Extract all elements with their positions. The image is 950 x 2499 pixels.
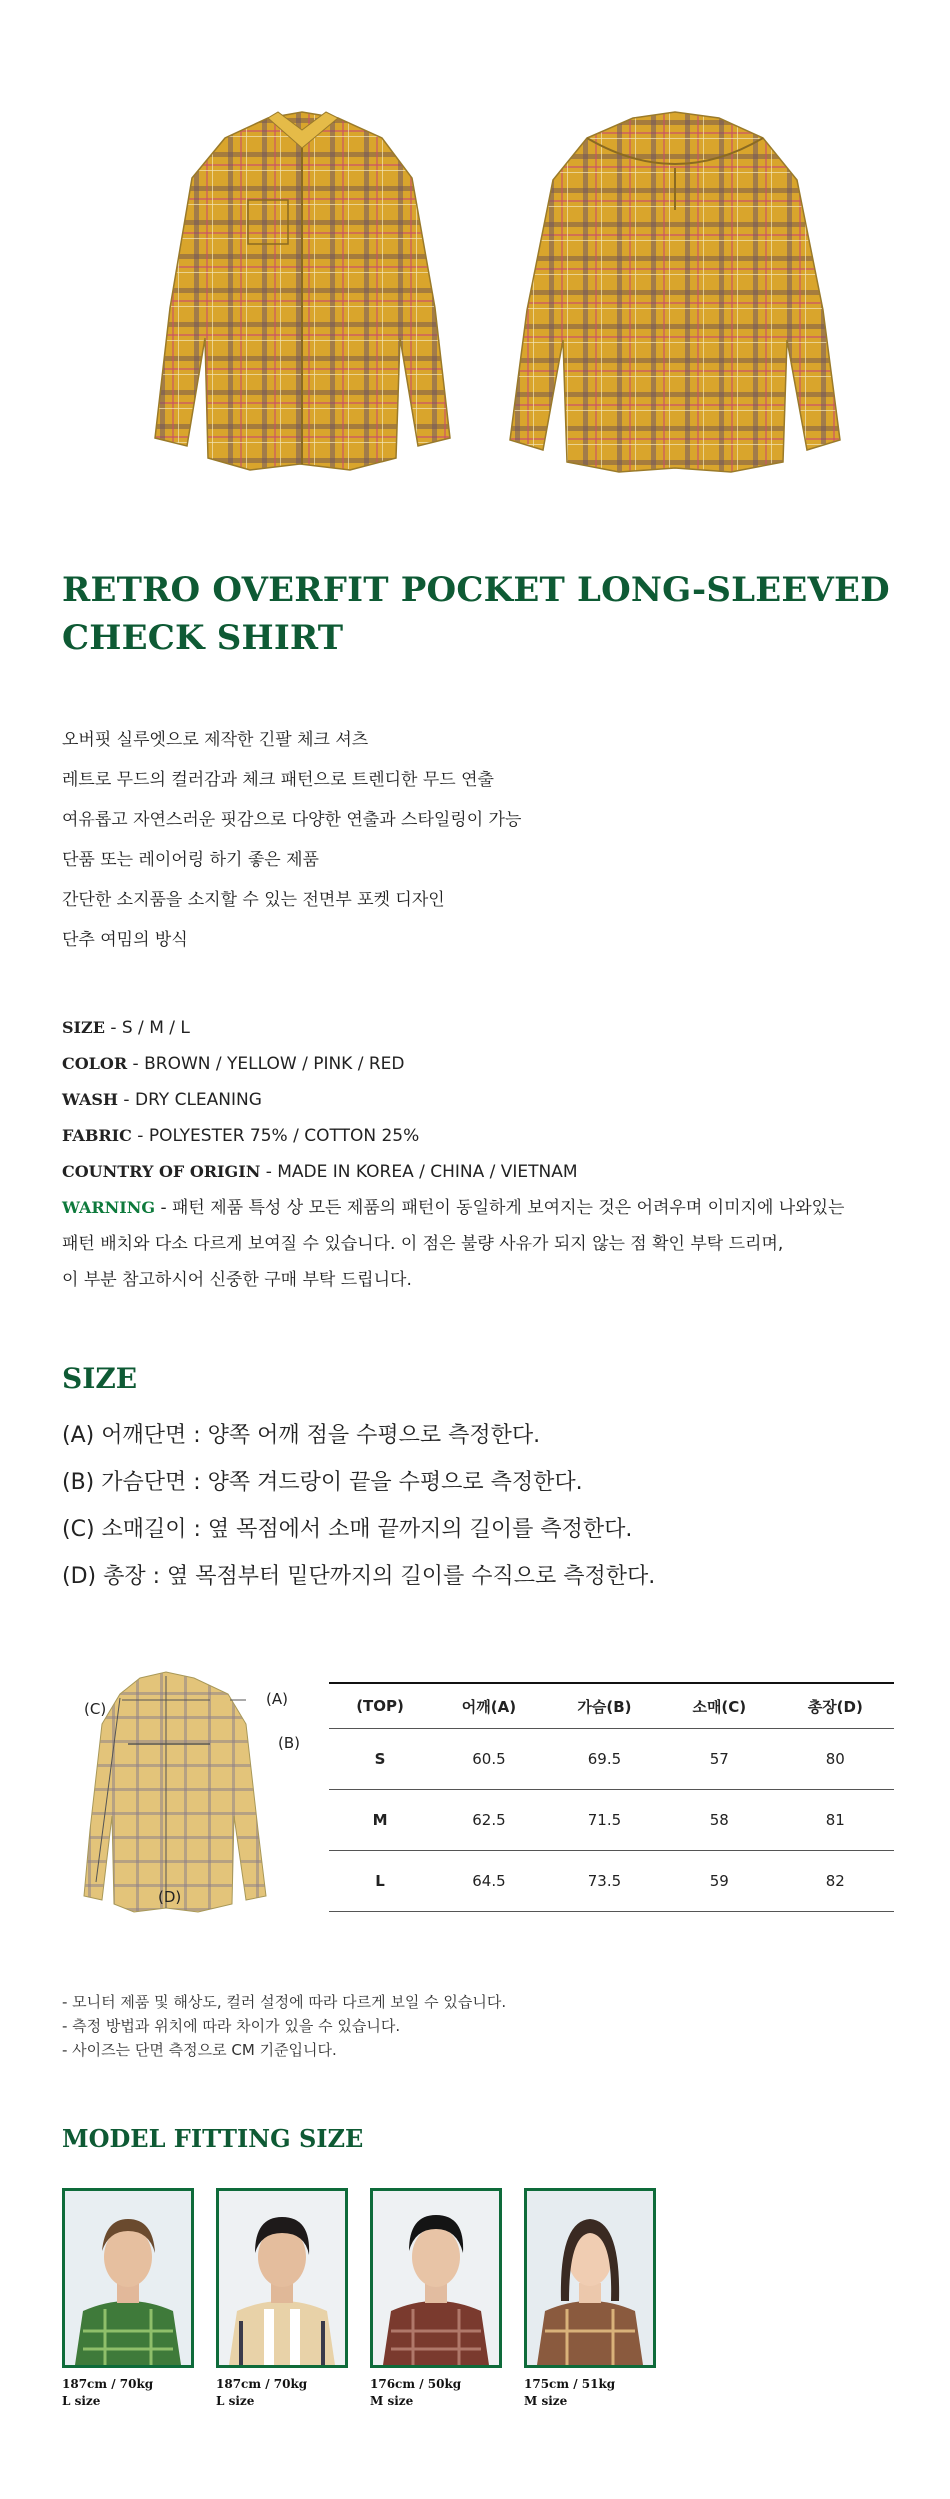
model-height-weight: 176cm / 50kg [370, 2377, 462, 2391]
diagram-label-d: (D) [158, 1888, 182, 1906]
description-line: 간단한 소지품을 소지할 수 있는 전면부 포켓 디자인 [62, 890, 445, 910]
description-line: 단추 여밈의 방식 [62, 930, 188, 950]
measure-line-c: (C) 소매길이 : 옆 목점에서 소매 끝까지의 길이를 측정한다. [62, 1517, 633, 1542]
size-diagram [80, 1660, 310, 1920]
model-height-weight: 187cm / 70kg [216, 2377, 308, 2391]
model-size: L size [62, 2394, 101, 2408]
model-card [524, 2188, 654, 2410]
table-row: S 60.5 69.5 57 80 [329, 1729, 894, 1790]
warning-line-3: 이 부분 참고하시어 신중한 구매 부탁 드립니다. [62, 1270, 412, 1290]
note-line: - 사이즈는 단면 측정으로 CM 기준입니다. [62, 2041, 337, 2059]
shirt-back-image [505, 110, 845, 478]
spec-size: SIZE - S / M / L [62, 1018, 190, 1038]
spec-origin: COUNTRY OF ORIGIN - MADE IN KOREA / CHINA / VIETNAM [62, 1162, 578, 1182]
measure-line-a: (A) 어깨단면 : 양쪽 어깨 점을 수평으로 측정한다. [62, 1423, 541, 1448]
note-line: - 모니터 제품 및 해상도, 컬러 설정에 따라 다르게 보일 수 있습니다. [62, 1993, 507, 2011]
warning-line-2: 패턴 배치와 다소 다르게 보여질 수 있습니다. 이 점은 불량 사유가 되지 않는 점 확인 부탁 드리며, [62, 1234, 784, 1254]
model-fitting-heading: MODEL FITTING SIZE [62, 2124, 364, 2153]
model-size: M size [524, 2394, 568, 2408]
diagram-label-c: (C) [84, 1700, 107, 1718]
diagram-label-b: (B) [278, 1734, 300, 1752]
size-notes [62, 1990, 506, 2062]
spec-color: COLOR - BROWN / YELLOW / PINK / RED [62, 1054, 405, 1074]
description-line: 여유롭고 자연스러운 핏감으로 다양한 연출과 스타일링이 가능 [62, 810, 522, 830]
model-height-weight: 175cm / 51kg [524, 2377, 616, 2391]
shirt-front-image [150, 108, 455, 478]
spec-wash: WASH - DRY CLEANING [62, 1090, 262, 1110]
header-shoulder: 어깨(A) [431, 1683, 547, 1729]
measure-line-b: (B) 가슴단면 : 양쪽 겨드랑이 끝을 수평으로 측정한다. [62, 1470, 583, 1495]
header-length: 총장(D) [777, 1683, 894, 1729]
model-card [62, 2188, 192, 2410]
product-title-line-1: RETRO OVERFIT POCKET LONG-SLEEVED [62, 570, 890, 610]
model-card [370, 2188, 500, 2410]
header-chest: 가슴(B) [547, 1683, 662, 1729]
table-row: L 64.5 73.5 59 82 [329, 1851, 894, 1912]
model-size: L size [216, 2394, 255, 2408]
size-table [329, 1682, 894, 1912]
model-photo [62, 2188, 194, 2368]
measure-line-d: (D) 총장 : 옆 목점부터 밑단까지의 길이를 수직으로 측정한다. [62, 1564, 656, 1589]
header-sleeve: 소매(C) [662, 1683, 776, 1729]
size-table-header [329, 1683, 894, 1729]
model-height-weight: 187cm / 70kg [62, 2377, 154, 2391]
model-size: M size [370, 2394, 414, 2408]
diagram-label-a: (A) [266, 1690, 288, 1708]
table-row: M 62.5 71.5 58 81 [329, 1790, 894, 1851]
size-measurement-guide [62, 1412, 655, 1600]
description-line: 오버핏 실루엣으로 제작한 긴팔 체크 셔츠 [62, 730, 369, 750]
product-title [62, 566, 890, 662]
header-top: (TOP) [329, 1683, 431, 1729]
model-photo [370, 2188, 502, 2368]
model-card [216, 2188, 346, 2410]
spec-warning: WARNING - 패턴 제품 특성 상 모든 제품의 패턴이 동일하게 보여지는 것은 어려우며 이미지에 나와있는 [62, 1198, 845, 1218]
model-photo [524, 2188, 656, 2368]
product-specs [62, 1010, 844, 1298]
description-line: 레트로 무드의 컬러감과 체크 패턴으로 트렌디한 무드 연출 [62, 770, 494, 790]
size-heading: SIZE [62, 1362, 138, 1395]
description-line: 단품 또는 레이어링 하기 좋은 제품 [62, 850, 319, 870]
product-title-line-2: CHECK SHIRT [62, 618, 344, 658]
note-line: - 측정 방법과 위치에 따라 차이가 있을 수 있습니다. [62, 2017, 401, 2035]
spec-fabric: FABRIC - POLYESTER 75% / COTTON 25% [62, 1126, 420, 1146]
model-photo [216, 2188, 348, 2368]
product-description [62, 720, 521, 960]
